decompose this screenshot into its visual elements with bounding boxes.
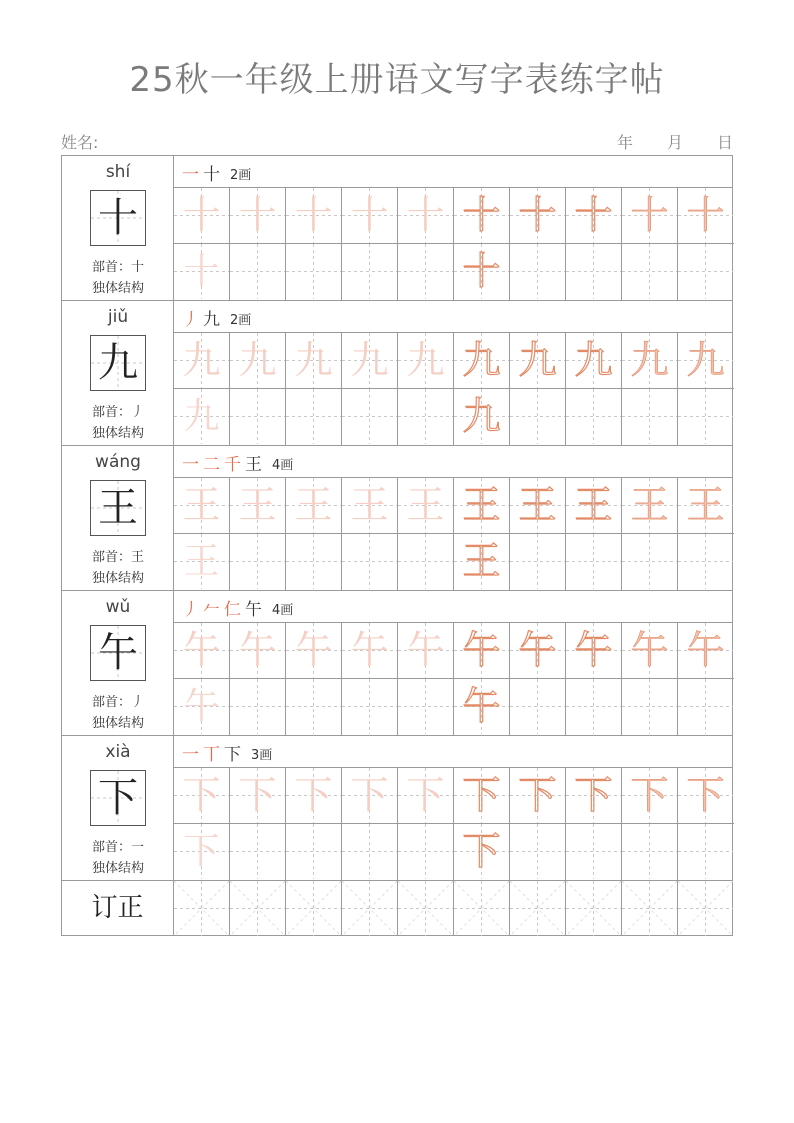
writing-cell[interactable] — [622, 333, 678, 389]
writing-cell[interactable] — [286, 623, 342, 679]
writing-cell[interactable] — [398, 188, 454, 244]
stroke-order-row — [174, 736, 732, 768]
writing-cell[interactable] — [622, 534, 678, 590]
writing-cell[interactable] — [622, 478, 678, 534]
writing-cell[interactable] — [678, 679, 734, 735]
trace-character: 十 — [574, 193, 613, 237]
trace-character: 十 — [686, 193, 725, 237]
writing-cell[interactable] — [230, 333, 286, 389]
writing-cell[interactable] — [566, 389, 622, 445]
pinyin: wáng — [95, 452, 141, 472]
writing-cell[interactable] — [230, 768, 286, 824]
year-label: 年 — [616, 133, 633, 152]
writing-cells — [174, 478, 732, 590]
writing-cell[interactable] — [566, 244, 622, 300]
header-row — [61, 130, 733, 152]
trace-character: 下 — [238, 773, 277, 817]
trace-character: 王 — [238, 483, 277, 527]
writing-cell[interactable] — [174, 623, 230, 679]
trace-character: 王 — [183, 541, 220, 582]
correction-cell[interactable] — [454, 881, 510, 936]
writing-cell[interactable] — [566, 679, 622, 735]
correction-cell[interactable] — [510, 881, 566, 936]
writing-cell[interactable] — [342, 188, 398, 244]
stroke-step: 一 — [182, 165, 199, 185]
writing-cell[interactable] — [342, 244, 398, 300]
pinyin: wǔ — [105, 597, 131, 617]
stroke-step: 丿 — [182, 310, 199, 330]
trace-character: 王 — [462, 483, 501, 527]
trace-character: 王 — [350, 483, 389, 527]
pinyin: shí — [105, 162, 131, 182]
stroke-step: 丅 — [203, 745, 220, 765]
writing-cell[interactable] — [342, 623, 398, 679]
writing-cells — [174, 333, 732, 445]
correction-cell[interactable] — [342, 881, 398, 936]
writing-cell[interactable] — [454, 188, 510, 244]
trace-character: 下 — [686, 773, 725, 817]
writing-cell[interactable] — [678, 333, 734, 389]
writing-cell[interactable] — [342, 768, 398, 824]
trace-character: 王 — [294, 483, 333, 527]
stroke-step: 一 — [182, 455, 199, 475]
writing-cell[interactable] — [622, 768, 678, 824]
writing-cell[interactable] — [622, 389, 678, 445]
model-character: 下 — [98, 775, 138, 821]
stroke-step: 二 — [203, 455, 220, 475]
trace-character: 九 — [350, 338, 389, 382]
writing-cell[interactable] — [286, 244, 342, 300]
writing-cell[interactable] — [286, 333, 342, 389]
writing-cell[interactable] — [566, 534, 622, 590]
writing-cell[interactable] — [398, 768, 454, 824]
writing-cell[interactable] — [678, 623, 734, 679]
trace-character: 九 — [238, 338, 277, 382]
writing-cell[interactable] — [454, 389, 510, 445]
model-character: 王 — [98, 485, 138, 531]
writing-cell[interactable] — [174, 534, 230, 590]
practice-area — [174, 156, 732, 300]
character-info — [62, 301, 174, 445]
radical-label: 部首：王 — [91, 550, 144, 565]
model-character-box — [90, 625, 146, 681]
practice-area — [174, 591, 732, 735]
trace-character: 下 — [518, 773, 557, 817]
character-block — [62, 736, 732, 881]
stroke-step: 九 — [203, 310, 220, 330]
radical-label: 部首：丿 — [91, 405, 144, 420]
trace-character: 十 — [238, 193, 277, 237]
structure-label: 独体结构 — [91, 571, 144, 586]
trace-character: 九 — [462, 394, 501, 438]
trace-character: 下 — [574, 773, 613, 817]
structure-label: 独体结构 — [91, 281, 144, 296]
model-character-box — [90, 190, 146, 246]
writing-cell[interactable] — [342, 389, 398, 445]
trace-character: 午 — [630, 628, 669, 672]
writing-cell[interactable] — [174, 478, 230, 534]
radical-label: 部首：丿 — [91, 695, 144, 710]
trace-character: 九 — [182, 338, 221, 382]
trace-character: 午 — [574, 628, 613, 672]
trace-character: 十 — [630, 193, 669, 237]
trace-character: 十 — [462, 193, 501, 237]
writing-cell[interactable] — [230, 244, 286, 300]
stroke-step: 丿 — [182, 600, 199, 620]
model-character: 午 — [98, 630, 138, 676]
writing-cell[interactable] — [622, 679, 678, 735]
trace-character: 王 — [182, 483, 221, 527]
practice-area — [174, 736, 732, 880]
writing-cell[interactable] — [174, 768, 230, 824]
trace-character: 午 — [462, 684, 501, 728]
pinyin: xià — [105, 742, 131, 762]
writing-cell[interactable] — [286, 534, 342, 590]
stroke-order-row — [174, 446, 732, 478]
writing-cell[interactable] — [398, 534, 454, 590]
correction-cell[interactable] — [678, 881, 734, 936]
character-info — [62, 736, 174, 880]
character-block — [62, 446, 732, 591]
writing-cell[interactable] — [230, 389, 286, 445]
character-block — [62, 301, 732, 446]
stroke-steps — [182, 450, 266, 475]
writing-cell[interactable] — [454, 623, 510, 679]
writing-cell[interactable] — [566, 188, 622, 244]
writing-cell[interactable] — [286, 824, 342, 880]
writing-cell[interactable] — [510, 768, 566, 824]
trace-character: 九 — [183, 396, 220, 437]
trace-character: 十 — [182, 193, 221, 237]
trace-character: 十 — [406, 193, 445, 237]
writing-cell[interactable] — [510, 623, 566, 679]
correction-cell[interactable] — [398, 881, 454, 936]
writing-cell[interactable] — [342, 679, 398, 735]
writing-cell[interactable] — [678, 824, 734, 880]
writing-cell[interactable] — [174, 679, 230, 735]
trace-character: 王 — [630, 483, 669, 527]
trace-character: 王 — [574, 483, 613, 527]
trace-character: 九 — [462, 338, 501, 382]
writing-cell[interactable] — [398, 478, 454, 534]
stroke-step: 午 — [245, 600, 262, 620]
writing-cell[interactable] — [174, 188, 230, 244]
writing-cell[interactable] — [678, 534, 734, 590]
trace-character: 下 — [406, 773, 445, 817]
pinyin: jiǔ — [107, 307, 129, 327]
name-label: 姓名: — [61, 133, 99, 152]
trace-character: 九 — [518, 338, 557, 382]
writing-cells — [174, 768, 732, 880]
writing-cell[interactable] — [286, 679, 342, 735]
stroke-step: 𠂉 — [203, 600, 220, 620]
trace-character: 下 — [182, 773, 221, 817]
stroke-step: 千 — [224, 455, 241, 475]
trace-character: 十 — [350, 193, 389, 237]
writing-cell[interactable] — [398, 333, 454, 389]
writing-cell[interactable] — [454, 534, 510, 590]
radical-label: 部首：一 — [91, 840, 144, 855]
writing-cell[interactable] — [230, 188, 286, 244]
stroke-steps — [182, 595, 266, 620]
writing-cell[interactable] — [510, 333, 566, 389]
writing-cell[interactable] — [342, 824, 398, 880]
trace-character: 九 — [686, 338, 725, 382]
trace-character: 十 — [518, 193, 557, 237]
stroke-count: 4画 — [272, 458, 294, 473]
writing-cell[interactable] — [678, 188, 734, 244]
trace-character: 午 — [686, 628, 725, 672]
writing-cell[interactable] — [230, 679, 286, 735]
writing-cell[interactable] — [174, 824, 230, 880]
writing-cell[interactable] — [454, 478, 510, 534]
writing-cell[interactable] — [622, 824, 678, 880]
writing-cell[interactable] — [342, 478, 398, 534]
writing-cell[interactable] — [622, 623, 678, 679]
stroke-step: 一 — [182, 745, 199, 765]
writing-cell[interactable] — [286, 478, 342, 534]
character-info — [62, 591, 174, 735]
correction-cell[interactable] — [230, 881, 286, 936]
stroke-steps — [182, 740, 245, 765]
character-block — [62, 156, 732, 301]
writing-cell[interactable] — [230, 623, 286, 679]
writing-cell[interactable] — [566, 478, 622, 534]
stroke-order-row — [174, 591, 732, 623]
practice-area — [174, 446, 732, 590]
trace-character: 十 — [294, 193, 333, 237]
writing-cell[interactable] — [454, 244, 510, 300]
day-label: 日 — [716, 133, 733, 152]
writing-cell[interactable] — [286, 188, 342, 244]
writing-cell[interactable] — [678, 244, 734, 300]
writing-cell[interactable] — [398, 623, 454, 679]
correction-cell[interactable] — [174, 881, 230, 936]
stroke-step: 王 — [245, 455, 262, 475]
trace-character: 下 — [630, 773, 669, 817]
stroke-count: 2画 — [230, 168, 252, 183]
writing-cell[interactable] — [230, 534, 286, 590]
character-info — [62, 446, 174, 590]
stroke-order-row — [174, 301, 732, 333]
radical-label: 部首：十 — [91, 260, 144, 275]
month-label: 月 — [666, 133, 683, 152]
writing-cell[interactable] — [510, 679, 566, 735]
writing-cell[interactable] — [398, 244, 454, 300]
correction-cells — [174, 881, 732, 936]
writing-cell[interactable] — [286, 389, 342, 445]
correction-cell[interactable] — [622, 881, 678, 936]
writing-cell[interactable] — [510, 478, 566, 534]
model-character-box — [90, 335, 146, 391]
character-info — [62, 156, 174, 300]
trace-character: 午 — [183, 686, 220, 727]
practice-area — [174, 301, 732, 445]
stroke-count: 3画 — [251, 748, 273, 763]
stroke-steps — [182, 305, 224, 330]
trace-character: 午 — [294, 628, 333, 672]
structure-label: 独体结构 — [91, 716, 144, 731]
stroke-count: 2画 — [230, 313, 252, 328]
writing-cell[interactable] — [510, 534, 566, 590]
writing-cell[interactable] — [454, 679, 510, 735]
writing-cell[interactable] — [566, 333, 622, 389]
writing-cell[interactable] — [398, 824, 454, 880]
writing-cell[interactable] — [510, 188, 566, 244]
stroke-step: 仁 — [224, 600, 241, 620]
trace-character: 午 — [238, 628, 277, 672]
writing-cell[interactable] — [286, 768, 342, 824]
writing-cell[interactable] — [510, 389, 566, 445]
page-title: 25秋一年级上册语文写字表练字帖 — [129, 60, 665, 100]
writing-cell[interactable] — [622, 188, 678, 244]
correction-cell[interactable] — [566, 881, 622, 936]
writing-cell[interactable] — [510, 244, 566, 300]
writing-cell[interactable] — [566, 623, 622, 679]
writing-cells — [174, 623, 732, 735]
writing-cell[interactable] — [566, 824, 622, 880]
writing-cell[interactable] — [566, 768, 622, 824]
model-character: 十 — [98, 195, 138, 241]
model-character-box — [90, 480, 146, 536]
stroke-count: 4画 — [272, 603, 294, 618]
stroke-step: 十 — [203, 165, 220, 185]
trace-character: 午 — [406, 628, 445, 672]
model-character: 九 — [98, 340, 138, 386]
trace-character: 下 — [462, 829, 501, 873]
trace-character: 九 — [630, 338, 669, 382]
trace-character: 九 — [574, 338, 613, 382]
writing-cell[interactable] — [230, 824, 286, 880]
trace-character: 下 — [183, 831, 220, 872]
date-fields — [583, 130, 733, 153]
writing-cell[interactable] — [398, 389, 454, 445]
trace-character: 王 — [406, 483, 445, 527]
correction-cell[interactable] — [286, 881, 342, 936]
trace-character: 王 — [462, 539, 501, 583]
writing-cell[interactable] — [174, 244, 230, 300]
writing-cell[interactable] — [174, 389, 230, 445]
writing-cell[interactable] — [454, 824, 510, 880]
writing-cell[interactable] — [454, 333, 510, 389]
writing-cell[interactable] — [342, 333, 398, 389]
writing-cell[interactable] — [622, 244, 678, 300]
writing-cell[interactable] — [678, 478, 734, 534]
trace-character: 王 — [518, 483, 557, 527]
correction-label: 订正 — [62, 881, 174, 936]
writing-cell[interactable] — [510, 824, 566, 880]
model-character-box — [90, 770, 146, 826]
trace-character: 十 — [183, 251, 220, 292]
trace-character: 午 — [518, 628, 557, 672]
writing-cell[interactable] — [174, 333, 230, 389]
structure-label: 独体结构 — [91, 426, 144, 441]
correction-row — [62, 881, 732, 936]
trace-character: 下 — [350, 773, 389, 817]
writing-cell[interactable] — [454, 768, 510, 824]
stroke-step: 下 — [224, 745, 241, 765]
writing-cell[interactable] — [678, 389, 734, 445]
stroke-order-row — [174, 156, 732, 188]
trace-character: 下 — [462, 773, 501, 817]
writing-cell[interactable] — [678, 768, 734, 824]
writing-cell[interactable] — [398, 679, 454, 735]
trace-character: 九 — [406, 338, 445, 382]
trace-character: 王 — [686, 483, 725, 527]
trace-character: 十 — [462, 249, 501, 293]
stroke-steps — [182, 160, 224, 185]
character-block — [62, 591, 732, 736]
structure-label: 独体结构 — [91, 861, 144, 876]
trace-character: 午 — [182, 628, 221, 672]
writing-cells — [174, 188, 732, 300]
trace-character: 九 — [294, 338, 333, 382]
practice-sheet — [61, 155, 733, 936]
writing-cell[interactable] — [230, 478, 286, 534]
writing-cell[interactable] — [342, 534, 398, 590]
trace-character: 午 — [350, 628, 389, 672]
trace-character: 午 — [462, 628, 501, 672]
trace-character: 下 — [294, 773, 333, 817]
